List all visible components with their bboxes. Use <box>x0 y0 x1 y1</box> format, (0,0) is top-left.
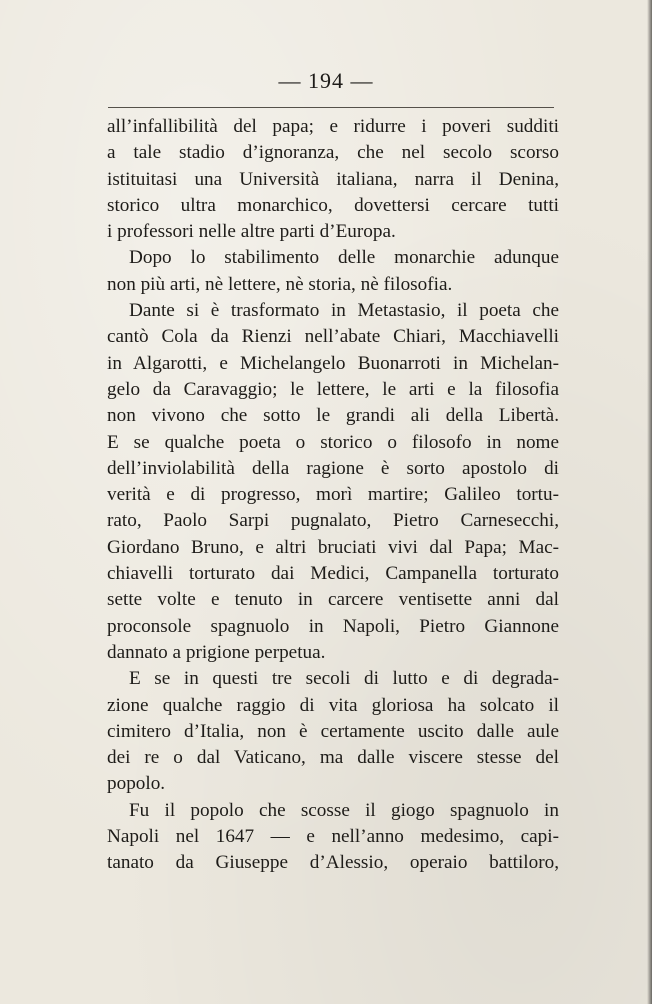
text-line: storico ultra monarchico, dovettersi cercare tutti <box>107 194 559 216</box>
text-line: proconsole spagnuolo in Napoli, Pietro Giannone <box>107 615 559 637</box>
text-line: cimitero d’Italia, non è certamente uscito dalle aule <box>107 720 559 742</box>
text-line: non vivono che sotto le grandi ali della Libertà. <box>107 405 559 427</box>
text-line: dell’inviolabilità della ragione è sorto apostolo di <box>107 457 559 479</box>
text-line: tanato da Giuseppe d’Alessio, operaio battiloro, <box>107 852 559 874</box>
text-line: i professori nelle altre parti d’Europa. <box>107 221 396 243</box>
text-line: Giordano Bruno, e altri bruciati vivi dal Papa; Mac- <box>107 536 559 558</box>
page-edge-shadow <box>647 0 652 1004</box>
header-rule <box>108 107 554 108</box>
text-line: Fu il popolo che scosse il giogo spagnuolo in <box>129 799 559 821</box>
text-line: rato, Paolo Sarpi pugnalato, Pietro Carnesecchi, <box>107 510 559 532</box>
text-line: popolo. <box>107 773 166 795</box>
text-line: verità e di progresso, morì martire; Galileo tortu- <box>107 484 559 506</box>
text-line: cantò Cola da Rienzi nell’abate Chiari, Macchiavelli <box>107 326 559 348</box>
text-line: E se qualche poeta o storico o filosofo in nome <box>107 431 559 453</box>
text-line: a tale stadio d’ignoranza, che nel secolo scorso <box>107 142 559 164</box>
body-text <box>107 114 559 877</box>
text-line: Napoli nel 1647 — e nell’anno medesimo, capi- <box>107 826 559 848</box>
page-number: — 194 — <box>278 68 374 93</box>
text-line: non più arti, nè lettere, nè storia, nè filosofia. <box>107 273 453 295</box>
text-line: all’infallibilità del papa; e ridurre i poveri sudditi <box>107 116 559 137</box>
text-line: E se in questi tre secoli di lutto e di degrada- <box>129 668 559 690</box>
text-line: Dopo lo stabilimento delle monarchie adunque <box>129 247 559 269</box>
text-line: chiavelli torturato dai Medici, Campanella torturato <box>107 563 559 585</box>
text-line: dei re o dal Vaticano, ma dalle viscere stesse del <box>107 747 559 769</box>
text-line: sette volte e tenuto in carcere ventisette anni dal <box>107 589 559 611</box>
text-line: dannato a prigione perpetua. <box>107 641 326 663</box>
text-line: in Algarotti, e Michelangelo Buonarroti in Michelan- <box>107 352 559 374</box>
text-line: Dante si è trasformato in Metastasio, il poeta che <box>129 300 559 322</box>
text-line: zione qualche raggio di vita gloriosa ha solcato il <box>107 694 559 716</box>
text-line: gelo da Caravaggio; le lettere, le arti e la filosofia <box>107 378 559 400</box>
text-line: istituitasi una Università italiana, narra il Denina, <box>107 168 559 190</box>
